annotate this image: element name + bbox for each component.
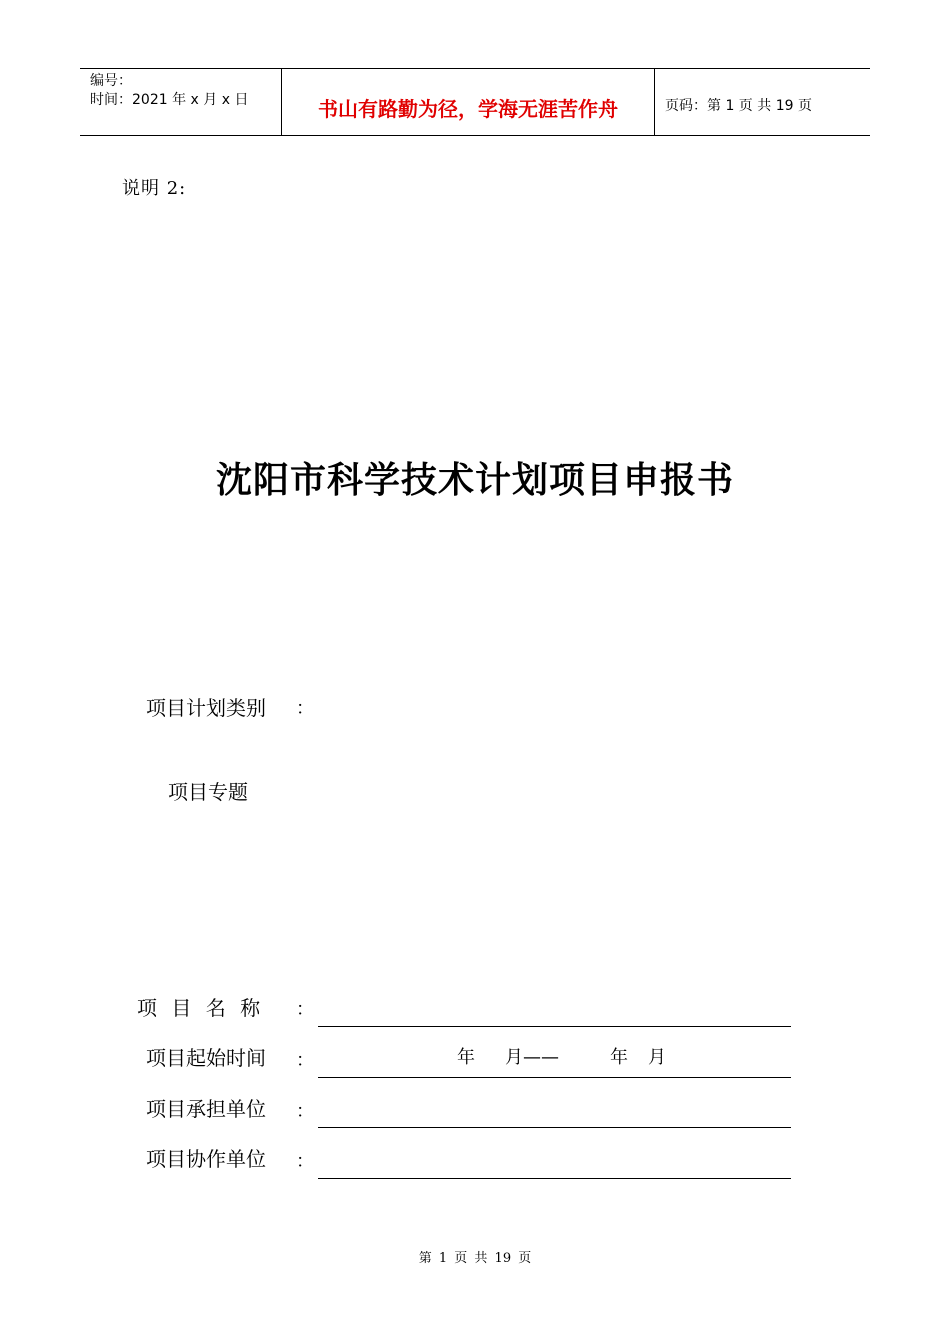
topic-label: 项目专题 [168,780,248,804]
note-text: 说明 2: [122,178,187,199]
project-name-field[interactable] [318,1026,791,1027]
page-footer: 第 1 页 共 19 页 [418,1251,532,1266]
header-motto-cell [282,69,655,135]
project-name-colon: ： [296,999,314,1020]
document-title: 沈阳市科学技术计划项目申报书 [215,460,734,501]
cooperating-org-field[interactable] [318,1178,791,1179]
start-year-text: 年 [457,1047,475,1068]
end-month-text: 月 [648,1047,666,1068]
project-time-field[interactable] [318,1077,791,1078]
undertaking-org-label: 项目承担单位 [146,1097,266,1121]
header-page-cell [655,69,870,135]
project-time-colon: ： [296,1050,314,1071]
motto-text: 书山有路勤为径，学海无涯苦作舟 [318,97,618,121]
page-header [80,68,870,136]
cooperating-org-label: 项目协作单位 [146,1147,266,1171]
header-meta-cell [80,69,282,135]
number-label: 编号： [90,73,132,89]
page-code: 页码：第 1 页 共 19 页 [665,98,812,114]
end-year-text: 年 [610,1047,628,1068]
cooperating-org-colon: ： [296,1151,314,1172]
time-label: 时间：2021 年 x 月 x 日 [90,92,249,108]
project-time-label: 项目起始时间 [146,1046,266,1070]
undertaking-org-colon: ： [296,1101,314,1122]
undertaking-org-field[interactable] [318,1127,791,1128]
category-label: 项目计划类别 [146,696,266,720]
category-colon: ： [296,698,314,719]
start-month-text: 月—— [505,1047,559,1068]
project-name-label: 项 目 名 称 [137,996,265,1020]
